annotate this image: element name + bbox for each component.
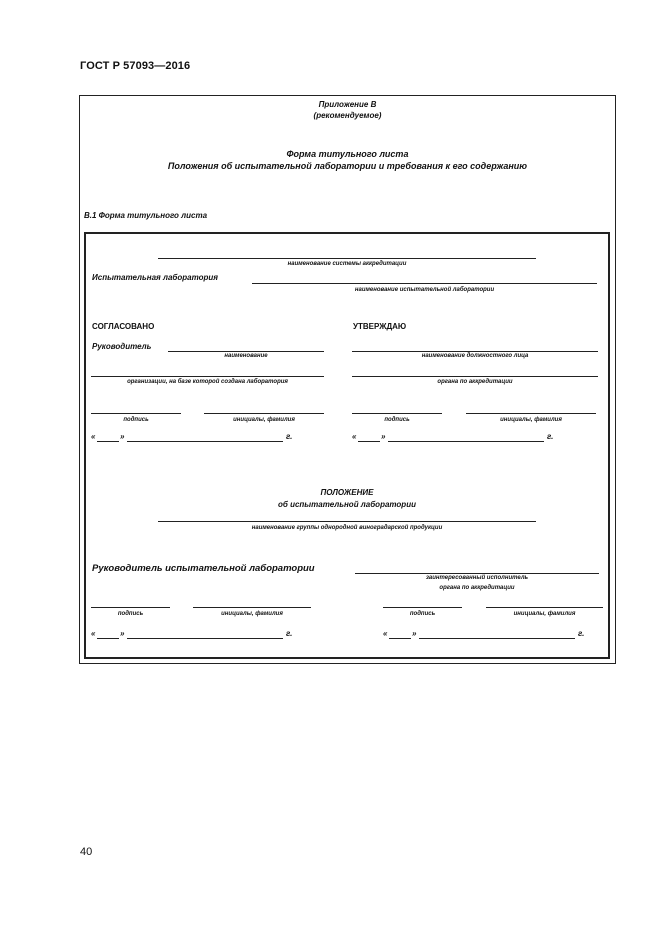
approved-heading: УТВЕРЖДАЮ bbox=[353, 322, 407, 331]
agreed-signature-caption: подпись bbox=[123, 417, 149, 423]
bottom-right-quote-close: » bbox=[412, 629, 417, 638]
agreed-head-label: Руководитель bbox=[92, 342, 152, 351]
approved-name-caption: инициалы, фамилия bbox=[500, 417, 562, 423]
approved-position-caption: наименование должностного лица bbox=[421, 353, 529, 359]
approved-name-line bbox=[466, 413, 596, 414]
appendix-subtitle: (рекомендуемое) bbox=[313, 111, 382, 120]
bottom-right-signature-line bbox=[383, 607, 462, 608]
regulation-subtitle: об испытательной лаборатории bbox=[278, 500, 416, 509]
approved-signature-line bbox=[352, 413, 442, 414]
lab-caption: наименование испытательной лаборатории bbox=[354, 287, 495, 293]
agreed-year-suffix: г. bbox=[286, 432, 293, 441]
bottom-left-signature-line bbox=[91, 607, 170, 608]
agreed-name-line bbox=[204, 413, 324, 414]
agreed-position-caption: наименование bbox=[224, 353, 268, 359]
agreed-org-caption: организации, на базе которой создана лаборатория bbox=[127, 379, 288, 385]
head-of-lab-caption-1: заинтересованный исполнитель bbox=[425, 575, 529, 581]
form-subtitle: Положения об испытательной лаборатории и требования к его содержанию bbox=[167, 161, 528, 171]
bottom-right-year-suffix: г. bbox=[578, 629, 585, 638]
agreed-heading: СОГЛАСОВАНО bbox=[92, 322, 155, 331]
agreed-org-line bbox=[91, 376, 324, 377]
agreed-name-caption: инициалы, фамилия bbox=[233, 417, 295, 423]
accreditation-line bbox=[158, 258, 536, 259]
bottom-left-year-suffix: г. bbox=[286, 629, 293, 638]
regulation-line bbox=[158, 521, 536, 522]
bottom-right-day-line bbox=[389, 638, 411, 639]
bottom-left-day-line bbox=[97, 638, 119, 639]
bottom-left-name-line bbox=[193, 607, 311, 608]
approved-quote-close: » bbox=[381, 432, 386, 441]
bottom-left-quote-open: « bbox=[91, 629, 96, 638]
head-of-lab-caption-2: органа по аккредитации bbox=[439, 585, 515, 591]
regulation-caption: наименование группы однородной виноградарской продукции bbox=[251, 525, 443, 531]
accreditation-caption: наименование системы аккредитации bbox=[287, 261, 407, 267]
approved-month-line bbox=[388, 441, 544, 442]
bottom-left-quote-close: » bbox=[120, 629, 125, 638]
agreed-day-line bbox=[97, 441, 119, 442]
head-of-lab-line bbox=[355, 573, 599, 574]
approved-day-line bbox=[358, 441, 380, 442]
bottom-left-name-caption: инициалы, фамилия bbox=[221, 611, 283, 617]
lab-label: Испытательная лаборатория bbox=[92, 273, 218, 282]
regulation-title: ПОЛОЖЕНИЕ bbox=[320, 488, 374, 497]
bottom-left-month-line bbox=[127, 638, 283, 639]
form-title: Форма титульного листа bbox=[286, 149, 409, 159]
agreed-quote-open: « bbox=[91, 432, 96, 441]
bottom-right-name-line bbox=[486, 607, 603, 608]
approved-org-caption: органа по аккредитации bbox=[437, 379, 513, 385]
approved-org-line bbox=[352, 376, 598, 377]
title-page-form bbox=[84, 232, 610, 659]
document-header: ГОСТ Р 57093—2016 bbox=[80, 60, 191, 72]
bottom-left-signature-caption: подпись bbox=[117, 611, 144, 617]
approved-signature-caption: подпись bbox=[384, 417, 410, 423]
lab-line bbox=[252, 283, 597, 284]
bottom-right-quote-open: « bbox=[383, 629, 388, 638]
head-of-lab-label: Руководитель испытательной лаборатории bbox=[92, 563, 315, 574]
bottom-right-signature-caption: подпись bbox=[409, 611, 436, 617]
bottom-right-name-caption: инициалы, фамилия bbox=[513, 611, 576, 617]
page-number: 40 bbox=[80, 846, 93, 858]
approved-year-suffix: г. bbox=[547, 432, 554, 441]
approved-position-line bbox=[352, 351, 598, 352]
approved-quote-open: « bbox=[352, 432, 357, 441]
agreed-month-line bbox=[127, 441, 283, 442]
agreed-quote-close: » bbox=[120, 432, 125, 441]
appendix-title: Приложение В bbox=[318, 100, 377, 109]
agreed-signature-line bbox=[91, 413, 181, 414]
bottom-right-month-line bbox=[419, 638, 575, 639]
agreed-position-line bbox=[168, 351, 324, 352]
section-heading: В.1 Форма титульного листа bbox=[84, 211, 208, 220]
